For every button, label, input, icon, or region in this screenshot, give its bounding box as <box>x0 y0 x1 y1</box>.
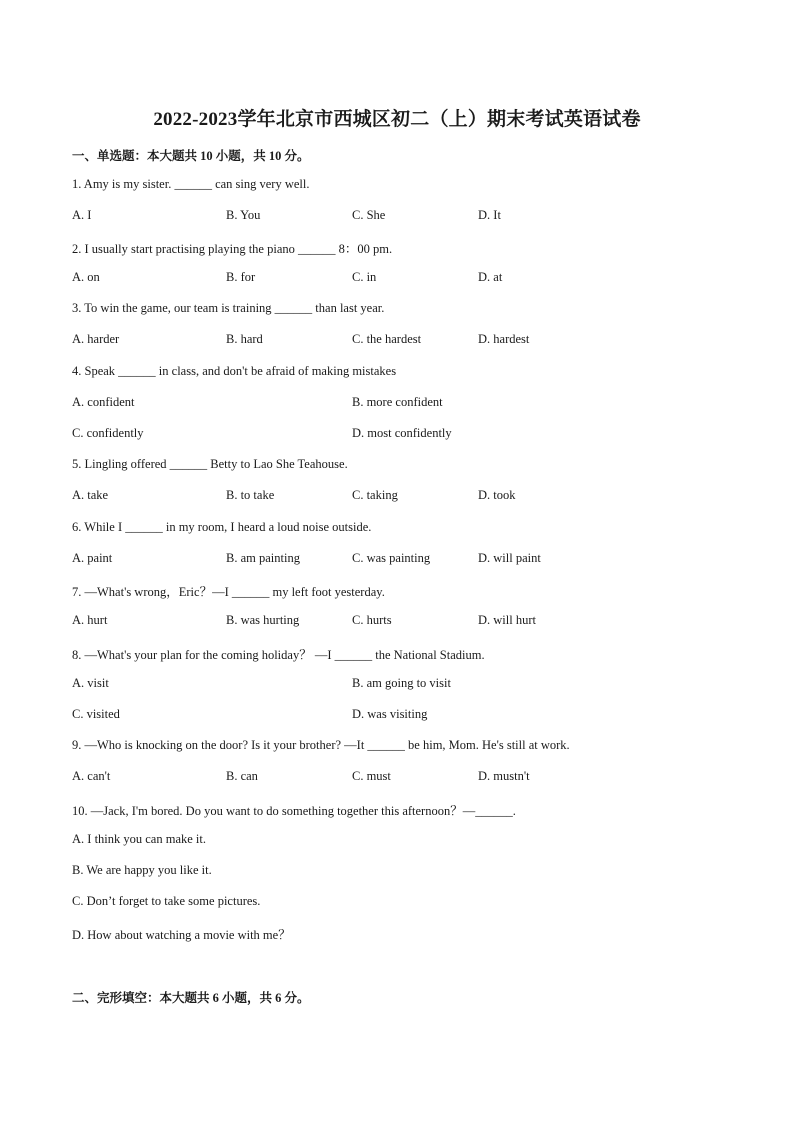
question-8: 8. —What's your plan for the coming holiday？ —I ______ the National Stadium. <box>72 648 485 662</box>
option-c: C. must <box>352 769 391 783</box>
option-a: A. visit <box>72 676 109 690</box>
question-2: 2. I usually start practising playing the piano ______ 8：00 pm. <box>72 242 393 256</box>
options-row-4b <box>0 426 794 444</box>
option-b: B. can <box>226 769 258 783</box>
option-a: A. take <box>72 488 109 502</box>
option-c: C. in <box>352 270 377 284</box>
option-b: B. for <box>226 270 256 284</box>
option-d: D. most confidently <box>352 426 452 440</box>
options-row-8b <box>0 707 794 725</box>
options-row-4a <box>0 395 794 413</box>
option-d: D. How about watching a movie with me？ <box>72 928 291 942</box>
page-title: 2022-2023学年北京市西城区初二（上）期末考试英语试卷 <box>153 109 641 130</box>
option-c: C. confidently <box>72 426 144 440</box>
option-d: D. at <box>478 270 503 284</box>
option-a: A. I <box>72 208 92 222</box>
question-5: 5. Lingling offered ______ Betty to Lao She Teahouse. <box>72 457 348 471</box>
question-7: 7. —What's wrong，Eric？—I ______ my left foot yesterday. <box>72 585 385 599</box>
section-heading-2: 二、完形填空：本大题共 6 小题，共 6 分。 <box>72 991 310 1005</box>
option-b: B. We are happy you like it. <box>72 863 212 877</box>
option-a: A. can't <box>72 769 111 783</box>
question-9: 9. —Who is knocking on the door? Is it your brother? —It ______ be him, Mom. He's still at work. <box>72 738 570 752</box>
question-10: 10. —Jack, I'm bored. Do you want to do something together this afternoon？—______. <box>72 804 516 818</box>
option-b: B. hard <box>226 332 263 346</box>
question-6: 6. While I ______ in my room, I heard a loud noise outside. <box>72 520 372 534</box>
options-row-7 <box>0 613 794 631</box>
option-c: C. She <box>352 208 386 222</box>
options-row-2 <box>0 270 794 288</box>
option-d: D. mustn't <box>478 769 530 783</box>
option-c: C. the hardest <box>352 332 422 346</box>
option-c: C. hurts <box>352 613 392 627</box>
option-b: B. am going to visit <box>352 676 451 690</box>
options-row-8a <box>0 676 794 694</box>
option-d: D. will paint <box>478 551 541 565</box>
option-b: B. to take <box>226 488 275 502</box>
option-d: D. will hurt <box>478 613 536 627</box>
option-b: B. was hurting <box>226 613 300 627</box>
section-heading-1: 一、单选题：本大题共 10 小题，共 10 分。 <box>72 149 310 163</box>
option-a: A. on <box>72 270 100 284</box>
option-d: D. took <box>478 488 516 502</box>
option-a: A. confident <box>72 395 135 409</box>
option-a: A. hurt <box>72 613 108 627</box>
options-row-6 <box>0 551 794 569</box>
options-row-9 <box>0 769 794 787</box>
option-a: A. paint <box>72 551 113 565</box>
option-c: C. taking <box>352 488 398 502</box>
options-row-5 <box>0 488 794 506</box>
options-row-3 <box>0 332 794 350</box>
option-c: C. visited <box>72 707 120 721</box>
option-a: A. harder <box>72 332 120 346</box>
option-b: B. more confident <box>352 395 443 409</box>
option-b: B. You <box>226 208 261 222</box>
question-1: 1. Amy is my sister. ______ can sing very well. <box>72 177 310 191</box>
option-d: D. hardest <box>478 332 530 346</box>
question-4: 4. Speak ______ in class, and don't be afraid of making mistakes <box>72 364 397 378</box>
option-d: D. was visiting <box>352 707 428 721</box>
option-b: B. am painting <box>226 551 300 565</box>
option-c: C. was painting <box>352 551 431 565</box>
question-3: 3. To win the game, our team is training ______ than last year. <box>72 301 385 315</box>
option-d: D. It <box>478 208 501 222</box>
option-c: C. Don’t forget to take some pictures. <box>72 894 261 908</box>
options-row-1 <box>0 208 794 226</box>
option-a: A. I think you can make it. <box>72 832 206 846</box>
